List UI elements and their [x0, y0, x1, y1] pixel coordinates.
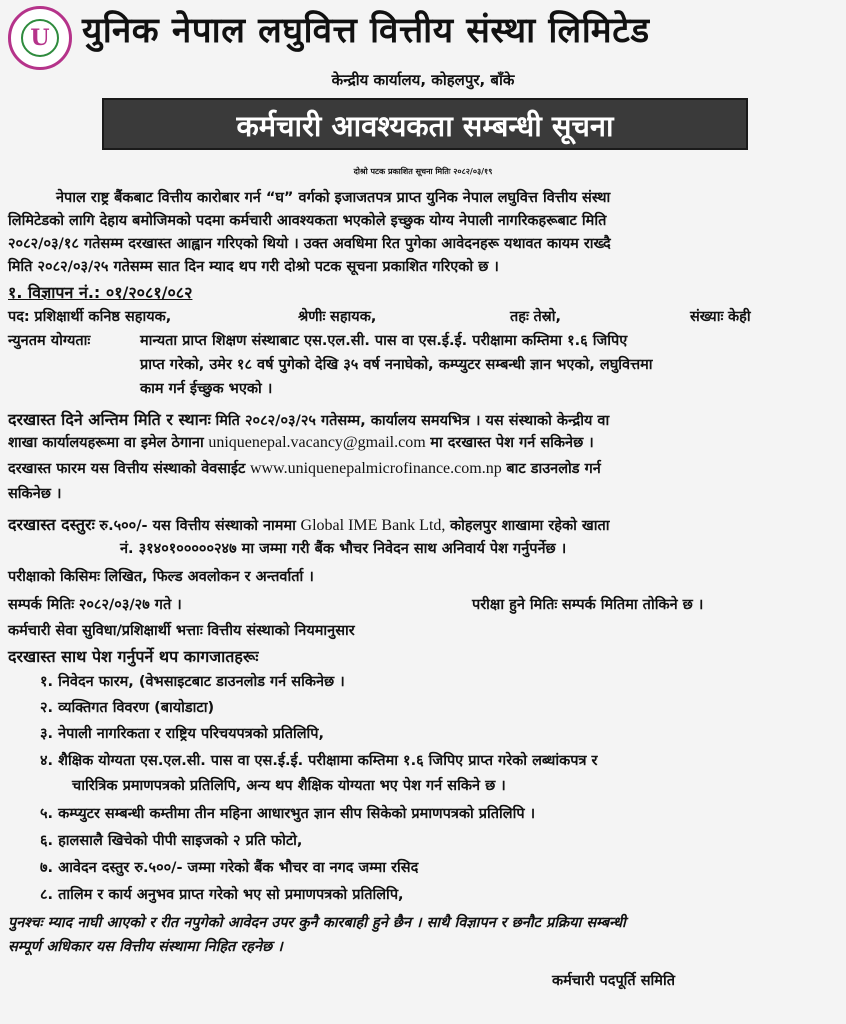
organization-logo [8, 6, 72, 70]
post-row [8, 306, 171, 326]
form-text-1a: दरखास्त फारम यस वित्तीय संस्थाको वेवसाईट [8, 461, 246, 477]
bank-name: Global IME Bank Ltd, [300, 517, 446, 534]
post-label: पद: [8, 309, 30, 325]
footer-note-line-2: सम्पूर्ण अधिकार यस वित्तीय संस्थामा निहित रहनेछ । [8, 939, 283, 955]
footer-note-line-1: पुनश्चः म्याद नाघी आएको र रीत नपुगेको आवेदन उपर कुनै कारबाही हुने छैन । साथै विज्ञापन र छनौट प्रक्रिया सम्बन्धी [8, 915, 626, 931]
logo-mark-icon: U [21, 19, 59, 57]
benefit-row [8, 620, 355, 640]
fee-text-1b: कोहलपुर शाखामा रहेको खाता [450, 518, 610, 534]
level-value: तेस्रो, [533, 309, 561, 325]
count-row [690, 306, 751, 326]
level-label: तहः [510, 309, 529, 325]
exam-type-label: परीक्षाको किसिमः [8, 569, 101, 585]
exam-type-row [8, 566, 314, 586]
contact-date-row [8, 594, 182, 614]
post-value: प्रशिक्षार्थी कनिष्ठ सहायक, [34, 309, 172, 325]
category-row [298, 306, 376, 326]
contact-date-label: सम्पर्क मितिः [8, 597, 75, 613]
exam-date-value: सम्पर्क मितिमा तोकिने छ । [561, 597, 704, 613]
deadline-line-1 [8, 408, 609, 430]
fee-label: दरखास्त दस्तुरः [8, 515, 95, 534]
category-label: श्रेणीः [298, 309, 326, 325]
fee-line-1 [8, 513, 610, 535]
level-row [510, 306, 561, 326]
intro-line-1: नेपाल राष्ट्र बैंकबाट वित्तीय कारोबार गर्न “घ” वर्गको इजाजतपत्र प्राप्त युनिक नेपाल लघुवित्त वित्तीय संस्था [56, 190, 611, 206]
deadline-text-2a: शाखा कार्यालयहरूमा वा इमेल ठेगाना [8, 435, 204, 451]
form-text-1b: बाट डाउनलोड गर्न [506, 461, 601, 477]
ad-number: १. विज्ञापन नं.: ०१/२०८१/०८२ [8, 283, 193, 302]
document-item: ७. आवेदन दस्तुर रु.५००/- जम्मा गरेको बैंक भौचर वा नगद जम्मा रसिद [40, 860, 419, 876]
organization-name: युनिक नेपाल लघुवित्त वित्तीय संस्था लिमिटेड [82, 11, 650, 51]
exam-date-row [472, 594, 703, 614]
benefit-value: वित्तीय संस्थाको नियमानुसार [207, 623, 355, 639]
document-item: चारित्रिक प्रमाणपत्रको प्रतिलिपि, अन्य थप शैक्षिक योग्यता भए पेश गर्न सकिने छ । [72, 778, 506, 794]
document-item: ८. तालिम र कार्य अनुभव प्राप्त गरेको भए सो प्रमाणपत्रको प्रतिलिपि, [40, 887, 404, 903]
notice-title-banner: कर्मचारी आवश्यकता सम्बन्धी सूचना [102, 98, 748, 150]
contact-date-value: २०८२/०३/२७ गते । [78, 597, 182, 613]
documents-heading: दरखास्त साथ पेश गर्नुपर्ने थप कागजातहरूः [8, 647, 259, 666]
qualification-line-3: काम गर्न ईच्छुक भएको । [140, 381, 273, 397]
qualification-line-2: प्राप्त गरेको, उमेर १८ वर्ष पुगेको देखि ३५ वर्ष ननाघेको, कम्प्युटर सम्बन्धी ज्ञान भएको, लघुवित्तमा [140, 357, 653, 373]
document-item: २. व्यक्तिगत विवरण (बायोडाटा) [40, 700, 215, 716]
count-value: केही [728, 309, 751, 325]
form-line-1 [8, 458, 601, 478]
website-url: www.uniquenepalmicrofinance.com.np [249, 460, 502, 477]
category-value: सहायक, [330, 309, 377, 325]
deadline-line-2 [8, 432, 594, 452]
intro-line-2: लिमिटेडको लागि देहाय बमोजिमको पदमा कर्मचारी आवश्यकता भएकोले इच्छुक योग्य नेपाली नागरिकहरूबाट मिति [8, 213, 607, 229]
document-item: १. निवेदन फारम, (वेभसाइटबाट डाउनलोड गर्न सकिनेछ । [40, 674, 345, 690]
form-line-2: सकिनेछ । [8, 486, 62, 502]
fee-text-1a: रु.५००/- यस वित्तीय संस्थाको नाममा [99, 518, 296, 534]
qualification-label: न्युनतम योग्यताः [8, 333, 91, 349]
intro-line-4: मिति २०८२/०३/२५ गतेसम्म सात दिन म्याद थप गरी दोश्रो पटक सूचना प्रकाशित गरिएको छ । [8, 259, 499, 275]
document-item: ६. हालसालै खिचेको पीपी साइजको २ प्रति फोटो, [40, 833, 303, 849]
signature: कर्मचारी पदपूर्ति समिति [552, 973, 675, 989]
exam-type-value: लिखित, फिल्ड अवलोकन र अन्तर्वार्ता । [104, 569, 314, 585]
benefit-label: कर्मचारी सेवा सुविधा/प्रशिक्षार्थी भत्ताः [8, 623, 203, 639]
qualification-line-1: मान्यता प्राप्त शिक्षण संस्थाबाट एस.एल.सी. पास वा एस.ई.ई. परीक्षामा कम्तिमा १.६ जिपिए [140, 333, 628, 349]
count-label: संख्याः [690, 309, 724, 325]
deadline-label: दरखास्त दिने अन्तिम मिति र स्थानः [8, 410, 211, 429]
document-item: ५. कम्प्युटर सम्बन्धी कम्तीमा तीन महिना आधारभुत ज्ञान सीप सिकेको प्रमाणपत्रको प्रतिलिपि । [40, 806, 536, 822]
fee-line-2: नं. ३१४०१०००००२४७ मा जम्मा गरी बैंक भौचर निवेदन साथ अनिवार्य पेश गर्नुपर्नेछ । [120, 541, 567, 557]
email-address: uniquenepal.vacancy@gmail.com [208, 434, 426, 451]
document-item: ३. नेपाली नागरिकता र राष्ट्रिय परिचयपत्रको प्रतिलिपि, [40, 726, 325, 742]
intro-line-3: २०८२/०३/१८ गतेसम्म दरखास्त आह्वान गरिएको थियो । उक्त अवधिमा रित पुगेका आवेदनहरू यथावत कायम राख्दै [8, 236, 611, 252]
document-item: ४. शैक्षिक योग्यता एस.एल.सी. पास वा एस.ई.ई. परीक्षामा कम्तिमा १.६ जिपिए प्राप्त गरेको लब्धांकपत्र र [40, 753, 598, 769]
exam-date-label: परीक्षा हुने मितिः [472, 597, 558, 613]
deadline-text-1: मिति २०८२/०३/२५ गतेसम्म, कार्यालय समयभित्र । यस संस्थाको केन्द्रीय वा [215, 413, 610, 429]
office-address: केन्द्रीय कार्यालय, कोहलपुर, बाँके [331, 71, 515, 89]
published-date: दोश्रो पटक प्रकाशित सूचना मितिः २०८२/०३/१९ [353, 167, 493, 176]
deadline-text-2b: मा दरखास्त पेश गर्न सकिनेछ । [430, 435, 594, 451]
